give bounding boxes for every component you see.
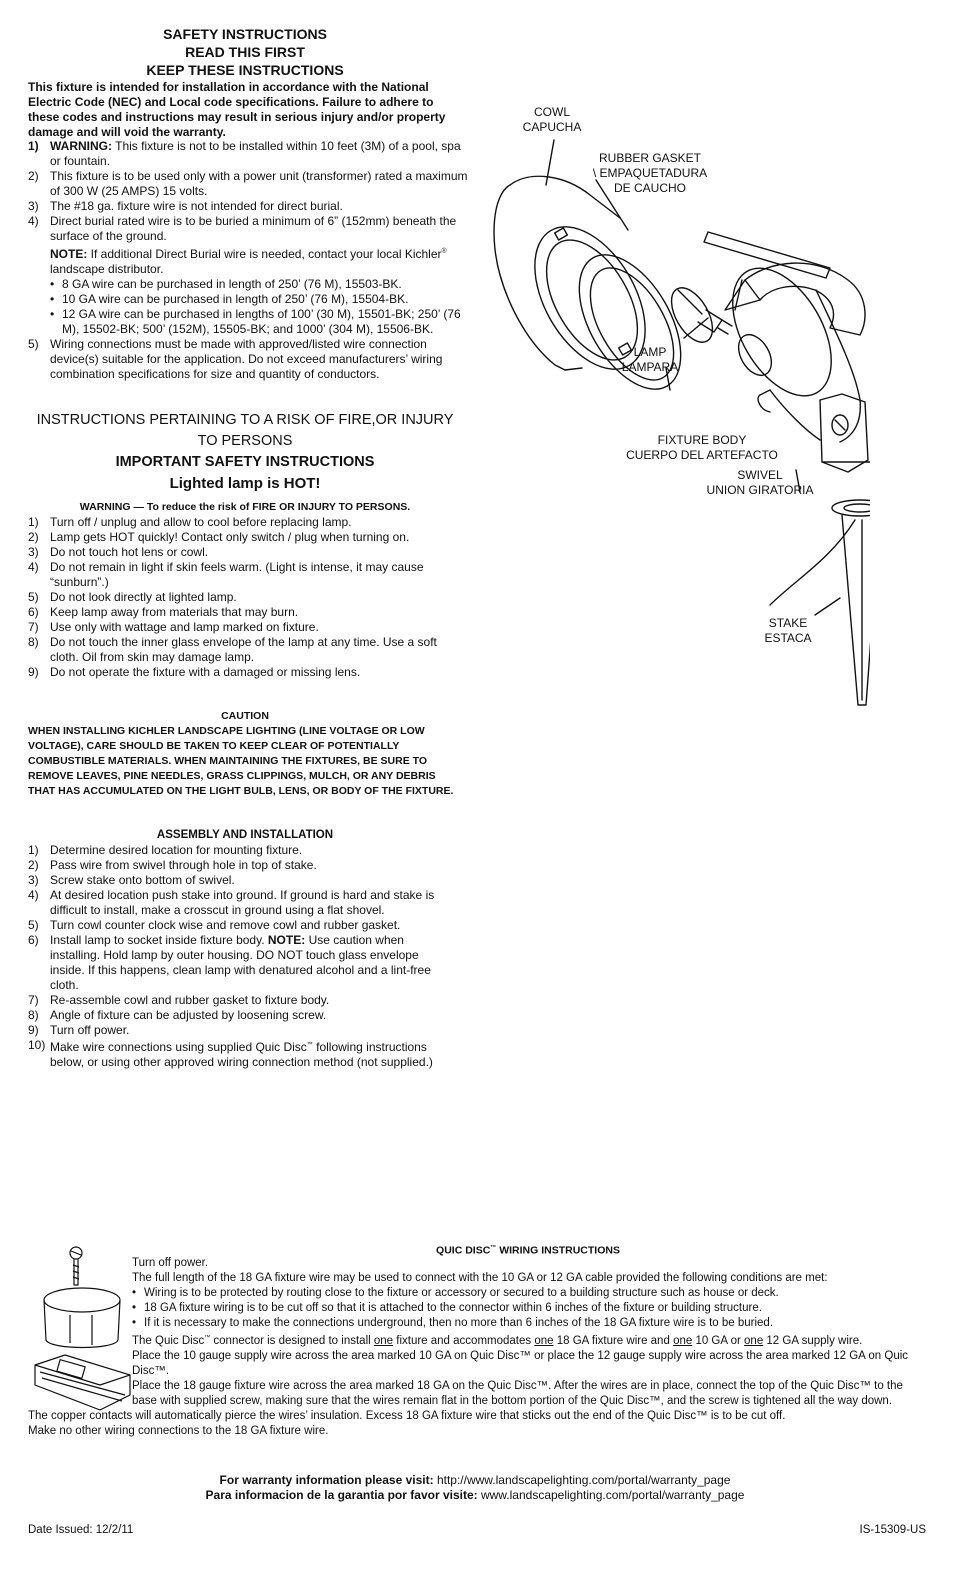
list-item: 4) At desired location push stake into ground. If ground is hard and stake is difficult to install, make a crosscut in ground using a flat shovel. [28,888,435,917]
list-item: 7) Use only with wattage and lamp marked on fixture. [28,620,319,634]
quic-disc-title: QUIC DISC™ WIRING INSTRUCTIONS [436,1244,620,1257]
hot-lamp-title: Lighted lamp is HOT! [169,475,321,492]
list-item: 5) Wiring connections must be made with approved/listed wire connection device(s) suitable for the application. Do not exceed manufacturers’ wiring combination specifications for size and quantity of conductors. [28,337,443,381]
list-item: 9) Turn off power. [28,1023,130,1037]
fire-list [28,515,456,680]
swivel-drawing [820,394,870,472]
screw-drawing [70,1247,82,1285]
cowl-label: COWL CAPUCHA [522,105,582,134]
safety-list [28,139,468,382]
list-item: 5) Do not look directly at lighted lamp. [28,590,237,604]
fire-risk-title: INSTRUCTIONS PERTAINING TO A RISK OF FIRE,OR INJURY TO PERSONS [36,412,454,449]
list-item: 8) Angle of fixture can be adjusted by loosening screw. [28,1008,327,1022]
safety-title: SAFETY INSTRUCTIONS [163,26,327,42]
list-item: 1) WARNING: This fixture is not to be installed within 10 feet (3M) of a pool, spa or fountain. [28,139,461,168]
list-item: 10) Make wire connections using supplied Quic Disc™ following instructions below, or using other approved wiring connection method (not supplied.) [28,1038,433,1069]
important-safety-title: IMPORTANT SAFETY INSTRUCTIONS [115,454,375,470]
list-item: 1) Determine desired location for mounting fixture. [28,843,303,857]
quic-line: The full length of the 18 GA fixture wire may be used to connect with the 10 GA or 12 GA cable provided the following conditions are met: [132,1272,828,1284]
document-id: IS-15309-US [859,1524,926,1536]
warranty-link-en[interactable]: http://www.landscapelighting.com/portal/warranty_page [433,1473,731,1487]
wire-bullets [50,277,468,337]
safety-intro: This fixture is intended for installation in accordance with the National Electric Code (NEC) and Local code specifications. Failure to adhere to these codes and instructions may result in serious injury and/or property damage and will void the warranty. [28,80,446,139]
quic-paragraph: The Quic Disc™ connector is designed to install one fixture and accommodates one 18 GA fixture wire and one 10 GA or one 12 GA supply wire. [132,1334,863,1347]
quic-line: Turn off power. [132,1257,209,1269]
quic-paragraph: Place the 10 gauge supply wire across the area marked 10 GA on Quic Disc™ or place the 12 gauge supply wire across the area marked 12 GA on Quic Disc™. [132,1349,909,1377]
rubber-gasket-label: RUBBER GASKET \ EMPAQUETADURA DE CAUCHO [592,151,708,195]
lamp-drawing [663,281,732,349]
list-item: 7) Re-assemble cowl and rubber gasket to fixture body. [28,993,330,1007]
safety-header [28,25,462,79]
wire-drawing [770,520,855,605]
list-item: 6) Keep lamp away from materials that may burn. [28,605,299,619]
list-item: 9) Do not operate the fixture with a damaged or missing lens. [28,665,361,679]
quic-disc-diagram [30,1245,140,1415]
bullet-item: • If it is necessary to make the connections underground, then no more than 6 inches of the 18 GA fixture wire is to be buried. [132,1317,774,1329]
bullet-item: • 10 GA wire can be purchased in length of 250’ (76 M), 15504-BK. [50,292,409,306]
stake-label: STAKE ESTACA [764,616,812,645]
list-item: 5) Turn cowl counter clock wise and remove cowl and rubber gasket. [28,918,401,932]
stake-drawing [832,500,870,705]
bullet-item: • 12 GA wire can be purchased in lengths of 100’ (30 M), 15501-BK; 250’ (76 M), 15502-BK; 500’ (152M), 15505-BK; and 1000’ (304 M), 15506-BK. [50,307,461,336]
quic-paragraph: Make no other wiring connections to the 18 GA fixture wire. [28,1425,329,1437]
fire-warning: WARNING — To reduce the risk of FIRE OR INJURY TO PERSONS. [79,501,411,513]
warning-label: WARNING: [50,139,112,153]
rotation-arrow-drawing [704,232,865,335]
date-issued: Date Issued: 12/2/11 [28,1524,134,1536]
quic-paragraph: The copper contacts will automatically pierce the wires’ insulation. Excess 18 GA fixture wire that sticks out the end of the Quic Disc™ is to be cut off. [28,1410,786,1422]
assembly-title: ASSEMBLY AND INSTALLATION [156,829,334,841]
bullet-item: • Wiring is to be protected by routing close to the fixture or accessory or secured to a building structure such as house or deck. [132,1287,779,1299]
swivel-label: SWIVEL UNION GIRATORIA [706,468,814,497]
list-item: 1) Turn off / unplug and allow to cool before replacing lamp. [28,515,352,529]
bullet-item: • 8 GA wire can be purchased in length of 250’ (76 M), 15503-BK. [50,277,402,291]
quic-paragraph: Place the 18 gauge fixture wire across the area marked 18 GA on the Quic Disc™. After the wires are in place, connect the top of the Quic Disc™ to the base with supplied screw, making sure that the wires remain flat in the bottom portion of the Quic Disc™, and the screw is tightened all the way down. [132,1379,903,1407]
quic-bullets [132,1286,928,1331]
list-item: 8) Do not touch the inner glass envelope of the lamp at any time. Use a soft cloth. Oil from skin may damage lamp. [28,635,437,664]
list-item: 4) Do not remain in light if skin feels warm. (Light is intense, it may cause “sunburn”.) [28,560,424,589]
list-item: 6) Install lamp to socket inside fixture body. NOTE: Use caution when installing. Hold lamp by outer housing. DO NOT touch glass envelope inside. If this happens, clean lamp with denatured alcohol and a lint-free cloth. [28,933,431,992]
disc-base-drawing [35,1355,130,1410]
disc-top-drawing [44,1288,120,1348]
list-item: 2) Lamp gets HOT quickly! Contact only switch / plug when turning on. [28,530,410,544]
list-item: 3) The #18 ga. fixture wire is not intended for direct burial. [28,199,343,213]
quic-disc-instructions [132,1256,928,1409]
fixture-body-drawing [712,251,860,442]
list-item: 2) Pass wire from swivel through hole in top of stake. [28,858,317,872]
keep-instructions-title: KEEP THESE INSTRUCTIONS [146,62,344,78]
list-item: 2) This fixture is to be used only with a power unit (transformer) rated a maximum of 300 W (25 AMPS) 15 volts. [28,169,468,198]
read-first-title: READ THIS FIRST [185,44,305,60]
lamp-label: LAMP LAMPARA [621,345,679,374]
assembly-list [28,843,456,1070]
list-item: 3) Do not touch hot lens or cowl. [28,545,209,559]
warranty-link-es[interactable]: www.landscapelighting.com/portal/warranty_page [477,1488,745,1502]
bullet-item: • 18 GA fixture wiring is to be cut off so that it is attached to the connector within 6 inches of the fixture or building structure. [132,1302,762,1314]
note-label: NOTE: [50,247,88,261]
list-item: 4) Direct burial rated wire is to be buried a minimum of 6” (152mm) beneath the surface of the ground. NOTE: If additional Direct Burial wire is needed, contact your local Kichler® landscape distributor. • 8 GA wire can be purchased in length of 250’ (76 M), 15503-BK. • 10 GA wire can be purchased in length of 250’ (76 M), 15504-BK. • 12 GA wire can be purchased in lengths of 100’ (30 M), 15501-BK; 250’ (76 M), 15502-BK; 500’ (152M), 15505-BK; and 1000’ (304 M), 15506-BK. [28,214,468,337]
caution-title: CAUTION [221,710,269,722]
fixture-body-label: FIXTURE BODY CUERPO DEL ARTEFACTO [626,433,778,462]
gasket-drawing [558,238,701,406]
quic-disc-closing [28,1409,928,1439]
list-item: 3) Screw stake onto bottom of swivel. [28,873,235,887]
warranty-info: For warranty information please visit: http://www.landscapelighting.com/portal/warranty_page Para informacion de la garantia por favor visite: www.landscapelighting.com/portal/warranty_page [205,1473,745,1502]
caution-text: WHEN INSTALLING KICHLER LANDSCAPE LIGHTING (LINE VOLTAGE OR LOW VOLTAGE), CARE SHOULD BE TAKEN TO KEEP CLEAR OF POTENTIALLY COMBUSTIBLE MATERIALS. WHEN MAINTAINING THE FIXTURES, BE SURE TO REMOVE LEAVES, PINE NEEDLES, GRASS CLIPPINGS, MULCH, OR ANY DEBRIS THAT HAS ACCUMULATED ON THE LIGHT BULB, LENS, OR BODY OF THE FIXTURE. [28,725,454,797]
fire-header [28,410,462,494]
